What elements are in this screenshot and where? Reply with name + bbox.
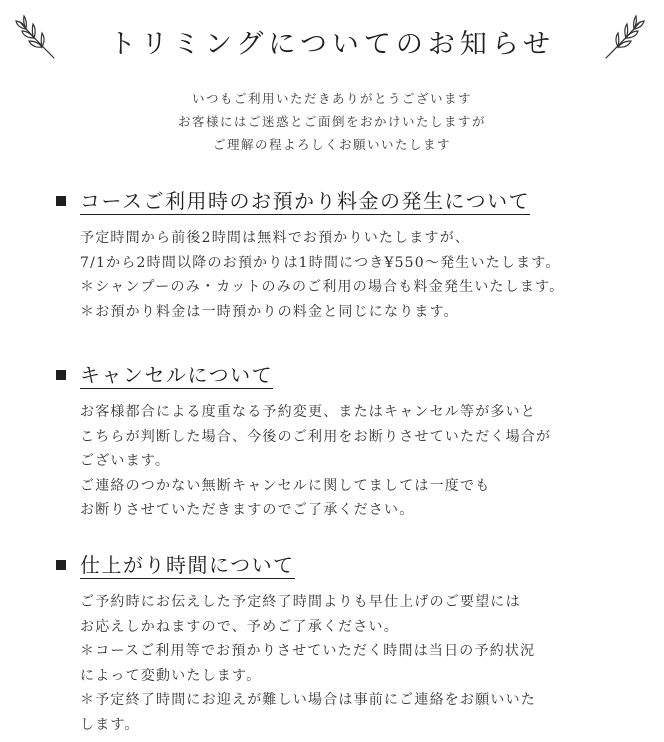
section-heading — [56, 548, 656, 582]
body-line: ＊予定終了時間にお迎えが難しい場合は事前にご連絡をお願いいた — [80, 692, 536, 708]
body-line: 7/1から2時間以降のお預かりは1時間につき¥550〜発生いたします。 — [80, 254, 561, 271]
section-body — [80, 590, 656, 737]
body-line: こちらが判断した場合、今後のご利用をお断りさせていただく場合が — [80, 428, 552, 445]
section-body — [80, 400, 656, 523]
intro-line: ご理解の程よろしくお願いいたします — [212, 137, 451, 152]
intro-line: お客様にはご迷惑とご面倒をおかけいたしますが — [177, 114, 486, 129]
body-line: します。 — [80, 716, 140, 733]
section-heading-text: キャンセルについて — [80, 362, 274, 387]
body-line: によって変動いたします。 — [80, 667, 262, 684]
body-line: ご予約時にお伝えした予定終了時間よりも早仕上げのご要望には — [80, 594, 521, 610]
section-heading — [56, 358, 656, 392]
section-heading-text: 仕上がり時間について — [80, 552, 295, 577]
square-bullet-icon — [56, 370, 66, 380]
body-line: 予定時間から前後2時間は無料でお預かりいたしますが、 — [80, 230, 471, 246]
body-line: ＊コースご利用等でお預かりさせていただく時間は当日の予約状況 — [80, 643, 536, 659]
square-bullet-icon — [56, 196, 66, 206]
body-line: お客様都合による度重なる予約変更、またはキャンセル等が多いと — [80, 404, 536, 420]
section-body — [80, 226, 656, 324]
section-finish-time — [56, 548, 656, 737]
section-heading-text: コースご利用時のお預かり料金の発生について — [80, 188, 531, 213]
body-line: お応えしかねますので、予めご了承ください。 — [80, 618, 399, 635]
page-header — [0, 10, 664, 70]
section-course-fee — [56, 184, 656, 324]
body-line: ＊シャンプーのみ・カットのみのご利用の場合も料金発生いたします。 — [80, 279, 565, 295]
body-line: ＊お預かり料金は一時預かりの料金と同じになります。 — [80, 303, 459, 320]
body-line: ございます。 — [80, 453, 171, 469]
section-heading — [56, 184, 656, 218]
body-line: ご連絡のつかない無断キャンセルに関してましては一度でも — [80, 477, 491, 494]
body-line: お断りさせていただきますのでご了承ください。 — [80, 502, 415, 518]
page-title: トリミングについてのお知らせ — [108, 29, 556, 60]
intro-message — [0, 87, 664, 156]
square-bullet-icon — [56, 560, 66, 570]
intro-line: いつもご利用いただきありがとうございます — [191, 91, 472, 106]
section-cancellation — [56, 358, 656, 523]
leaf-sprig-icon — [600, 14, 646, 64]
